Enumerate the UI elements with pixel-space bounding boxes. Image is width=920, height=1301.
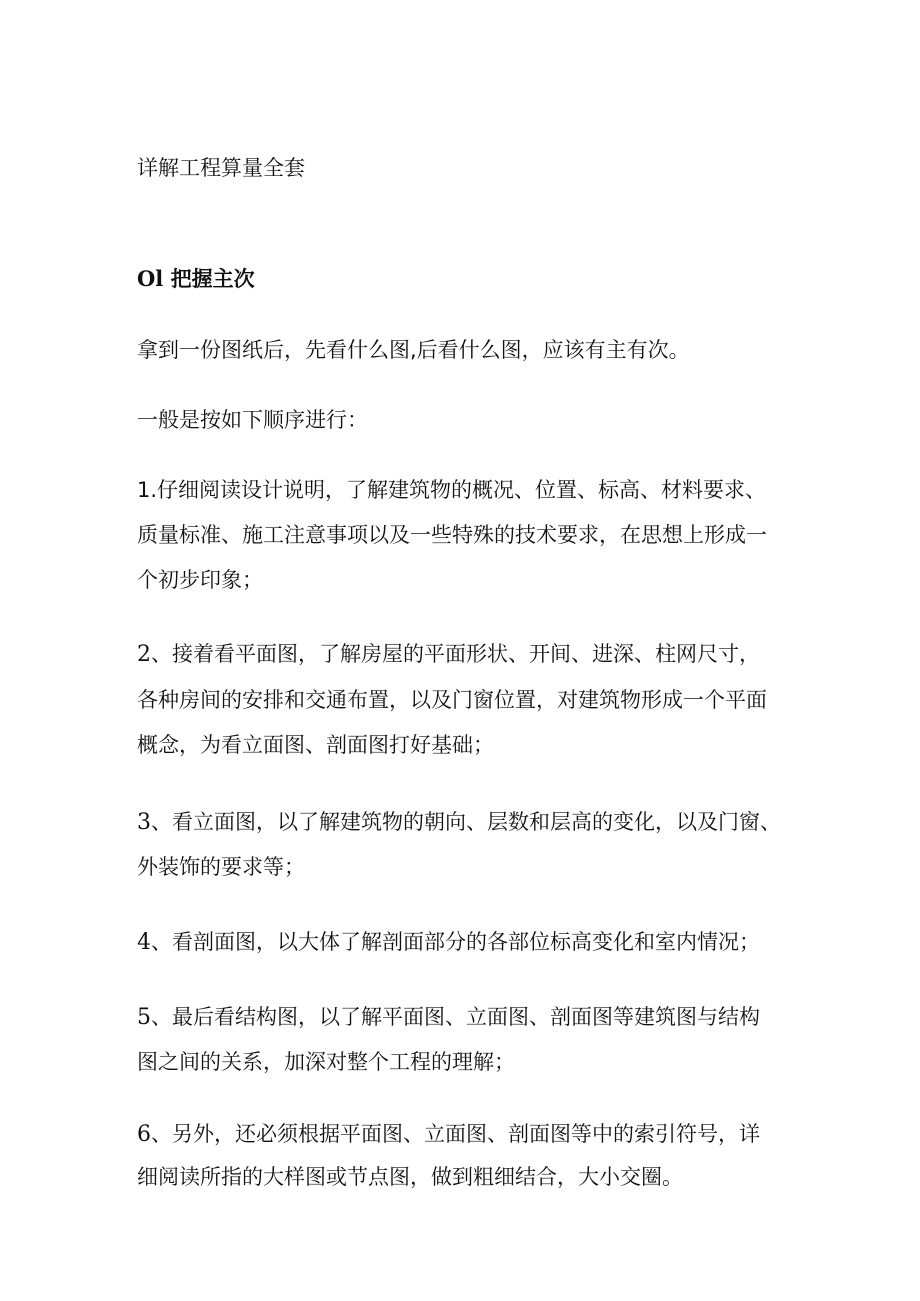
step-6-text-1: 、另外，还必须根据平面图、立面图、剖面图等中的索引符号，详 [151,1122,760,1146]
step-2-line-2: 各种房间的安排和交通布置，以及门窗位置，对建筑物形成一个平面 [137,688,767,712]
step-5-text-1: 、最后看结构图，以了解平面图、立面图、剖面图等建筑图与结构 [151,1005,760,1029]
step-4-line-1 [137,928,760,957]
step-5-line-1 [137,1003,760,1032]
step-3-number: 3 [137,810,151,835]
section-number: Ol [137,266,164,291]
step-1-line-2: 质量标准、施工注意事项以及一些特殊的技术要求，在思想上形成一 [137,523,767,547]
step-5-number: 5 [137,1005,151,1030]
section-heading-text: 把握主次 [170,267,255,291]
step-1-number: 1. [137,478,158,502]
step-6-number: 6 [137,1122,151,1147]
step-4-text-1: 、看剖面图，以大体了解剖面部分的各部位标高变化和室内情况； [151,930,760,954]
step-6-line-1 [137,1120,760,1149]
step-3-line-2: 外装饰的要求等； [137,855,305,879]
step-4-number: 4 [137,930,151,955]
intro-paragraph-2: 一般是按如下顺序进行： [137,408,368,432]
document-title: 详解工程算量全套 [137,156,305,180]
step-2-line-1 [137,640,760,669]
intro-paragraph-1: 拿到一份图纸后，先看什么图,后看什么图，应该有主有次。 [137,338,690,362]
step-3-text-1: 、看立面图，以了解建筑物的朝向、层数和层高的变化，以及门窗、 [151,810,781,834]
step-2-number: 2 [137,642,151,667]
step-2-line-3: 概念，为看立面图、剖面图打好基础； [137,733,494,757]
step-2-text-1: 、接着看平面图，了解房屋的平面形状、开间、进深、柱网尺寸， [151,642,760,666]
section-heading [137,265,255,293]
step-5-line-2: 图之间的关系，加深对整个工程的理解； [137,1050,515,1074]
step-3-line-1 [137,808,781,837]
step-6-line-2: 细阅读所指的大样图或节点图，做到粗细结合，大小交圈。 [137,1165,683,1189]
step-1-text-1: 仔细阅读设计说明，了解建筑物的概况、位置、标高、材料要求、 [157,478,767,502]
step-1-line-1 [137,476,766,504]
step-1-line-3: 个初步印象； [137,568,263,592]
